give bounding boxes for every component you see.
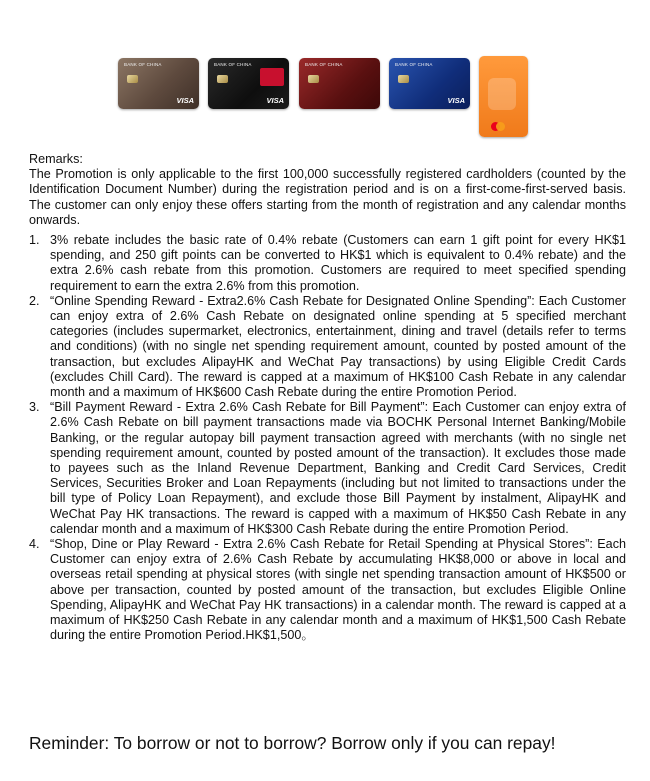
card-bank-name: BANK OF CHINA (395, 62, 433, 67)
card-brand-logo: VISA (176, 96, 194, 105)
card-bank-name: BANK OF CHINA (305, 62, 343, 67)
credit-card-images (0, 28, 650, 112)
remarks-list (29, 233, 626, 643)
card-bank-name: BANK OF CHINA (124, 62, 162, 67)
list-item (29, 233, 626, 294)
list-item-number: 2. (29, 293, 40, 308)
borrowing-reminder: Reminder: To borrow or not to borrow? Borrow only if you can repay! (29, 733, 556, 753)
list-item-text: 3% rebate includes the basic rate of 0.4% rebate (Customers can earn 1 gift point for every HK$1 spending, and 250 gift points can be converted to HK$1 which is equivalent to 0.4% rebate) and the extra 2.6% cash rebate from this promotion. Customers are required to meet specified spending requirement to earn the extra 2.6% from this promotion. (50, 233, 626, 293)
credit-card-image (389, 58, 470, 109)
list-item-text: “Online Spending Reward - Extra2.6% Cash Rebate for Designated Online Spending”: Each Customer can enjoy extra of 2.6% Cash Rebate on designated online spending at 5 specified merchant categories (includes supermarket, electronics, entertainment, dining and travel (details refer to terms and conditions) (with no single net spending requirement amount, counted by posted amount of the transaction, but excludes AlipayHK and WeChat Pay transactions) by using Eligible Credit Cards (excludes Chill Card). The reward is capped at a maximum of HK$100 Cash Rebate in any calendar month and a maximum of HK$600 Cash Rebate during the entire Promotion Period. (50, 293, 626, 400)
card-chip (217, 75, 228, 83)
credit-card-image (208, 58, 289, 109)
credit-card-image (118, 58, 199, 109)
credit-card-image (299, 58, 380, 109)
list-item (29, 294, 626, 400)
card-chip (127, 75, 138, 83)
remarks-heading: Remarks: (29, 152, 83, 166)
list-item-number: 4. (29, 537, 40, 552)
card-brand-logo: VISA (266, 96, 284, 105)
card-bank-name: BANK OF CHINA (214, 62, 252, 67)
card-chip (398, 75, 409, 83)
card-decoration (260, 68, 284, 86)
list-item (29, 537, 626, 643)
mastercard-logo-icon (496, 122, 505, 131)
list-item-number: 3. (29, 400, 40, 415)
card-character-icon (488, 78, 516, 110)
list-item-number: 1. (29, 233, 40, 248)
remarks-intro: The Promotion is only applicable to the first 100,000 successfully registered cardholders (counted by the Identification Document Number) during the registration period and is on a first-come-first-served basis. The customer can only enjoy these offers starting from the month of registration and any calendar months onwards. (29, 167, 626, 227)
card-brand-logo: VISA (447, 96, 465, 105)
list-item-text: “Bill Payment Reward - Extra 2.6% Cash Rebate for Bill Payment”: Each Customer can enjoy extra of 2.6% Cash Rebate on bill payment transactions made via BOCHK Personal Internet Banking/Mobile Banking, or the regular autopay bill payment transaction agreed with merchants (with no single net spending requirement amount, counted by posted amount of the transaction). It excludes those made to payees such as the Inland Revenue Department, Banking and Credit Card Services, Credit Services, Securities Broker and Loan Repayments (including but not limited to transactions under the bill type of Policy Loan Repayment), and exclude those Bill Payment by instalment, AlipayHK and WeChat Pay HK transactions. The reward is capped with a maximum of HK$50 Cash Rebate in any calendar month and a maximum of HK$300 Cash Rebate during the entire Promotion Period. (50, 400, 626, 536)
list-item (29, 400, 626, 537)
card-chip (308, 75, 319, 83)
remarks-section (29, 152, 626, 644)
list-item-text: “Shop, Dine or Play Reward - Extra 2.6% Cash Rebate for Retail Spending at Physical Stores”: Each Customer can enjoy extra of 2.6% Cash Rebate by accumulating HK$8,000 or above in local and overseas retail spending at physical stores (with single net spending transaction amount of HK$500 or above per transaction, counted by posted amount of the transaction, but excludes Eligible Online Spending, AlipayHK and WeChat Pay HK transactions) in a calendar month. The reward is capped at a maximum of HK$250 Cash Rebate in any calendar month and a maximum of HK$1,500 Cash Rebate during the entire Promotion Period.HK$1,500。 (50, 537, 626, 643)
credit-card-image (479, 56, 528, 137)
